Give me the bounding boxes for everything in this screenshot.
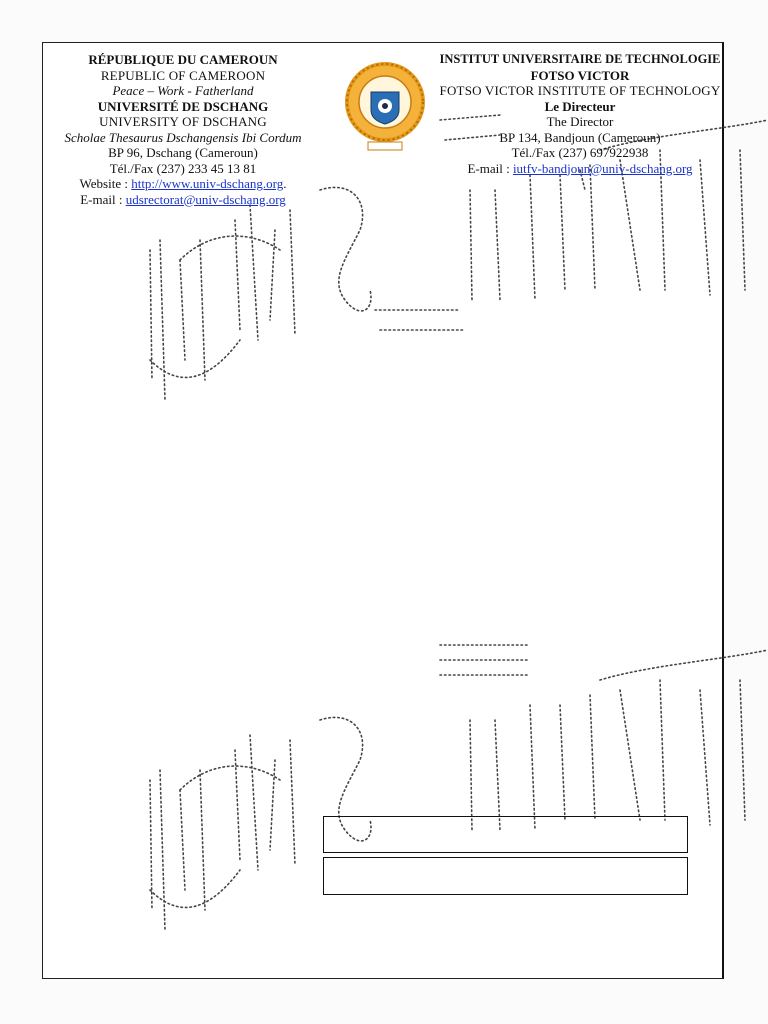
website-label: Website : <box>79 176 132 191</box>
institute-email-line <box>434 161 726 177</box>
website-trail: . <box>283 176 287 191</box>
country-fr: RÉPUBLIQUE DU CAMEROUN <box>88 52 278 67</box>
university-website-line <box>48 176 318 192</box>
country-en: REPUBLIC OF CAMEROON <box>100 67 266 83</box>
latin-motto: Scholae Thesaurus Dschangensis Ibi Cordum <box>64 129 302 145</box>
university-header <box>48 52 318 207</box>
institute-address: BP 134, Bandjoun (Cameroun) <box>499 129 661 145</box>
university-en: UNIVERSITY OF DSCHANG <box>99 114 267 129</box>
institute-name: FOTSO VICTOR <box>530 67 630 83</box>
institute-header <box>434 52 726 176</box>
director-en: The Director <box>546 114 614 129</box>
institute-fr: INSTITUT UNIVERSITAIRE DE TECHNOLOGIE <box>439 52 721 66</box>
university-phone: Tél./Fax (237) 233 45 13 81 <box>109 160 257 176</box>
website-link[interactable]: http://www.univ-dschang.org <box>131 176 284 191</box>
institute-email-label: E-mail : <box>467 160 513 176</box>
university-seal-icon <box>338 54 432 156</box>
university-email-link[interactable]: udsrectorat@univ-dschang.org <box>125 191 286 207</box>
university-fr: UNIVERSITÉ DE DSCHANG <box>97 98 269 114</box>
university-email-line <box>48 192 318 208</box>
empty-field-box-1 <box>323 816 688 853</box>
institute-email-link[interactable]: iutfv-bandjoun@univ-dschang.org <box>512 160 693 176</box>
institute-en: FOTSO VICTOR INSTITUTE OF TECHNOLOGY <box>439 83 721 98</box>
institute-phone: Tél./Fax (237) 697922938 <box>511 145 649 160</box>
empty-field-box-2 <box>323 857 688 895</box>
director-fr: Le Directeur <box>544 98 616 114</box>
university-address: BP 96, Dschang (Cameroun) <box>108 145 258 160</box>
email-label: E-mail : <box>80 191 126 207</box>
motto: Peace – Work - Fatherland <box>112 83 254 98</box>
